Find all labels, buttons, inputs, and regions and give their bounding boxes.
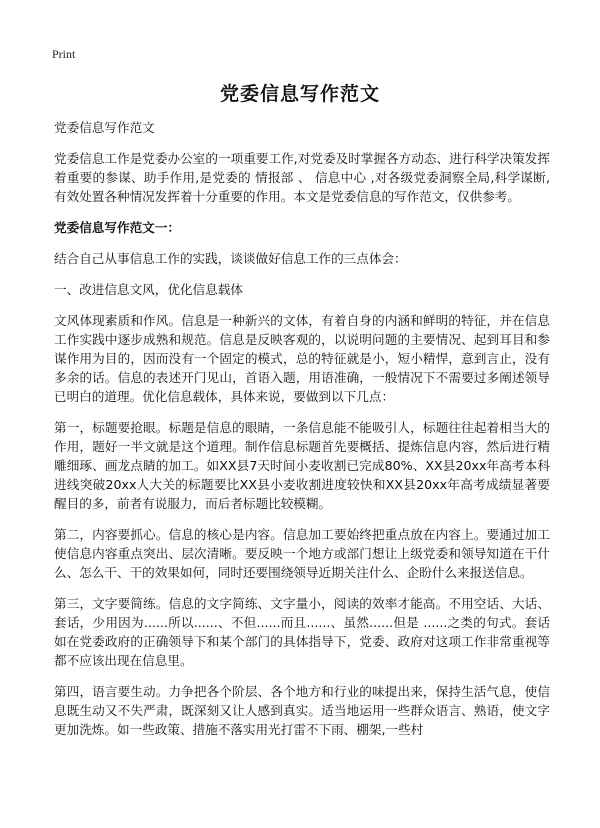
article-subtitle: 党委信息写作范文 [54, 120, 155, 135]
section-heading: 党委信息写作范文一： [54, 220, 180, 235]
paragraph: 第二，内容要抓心。信息的核心是内容。信息加工要始终把重点放在内容上。要通过加工使信息内容重点突出、层次清晰。要反映一个地方或部门想让上级党委和领导知道在干什么、怎么干、干的效果如何，同时还要围绕领导近期关注什么、企盼什么来报送信息。 [54, 527, 550, 580]
paragraph-heading: 一、改进信息文风，优化信息载体 [54, 282, 243, 297]
page-title: 党委信息写作范文 [219, 83, 380, 105]
paragraph: 第一，标题要抢眼。标题是信息的眼睛，一条信息能不能吸引人，标题往往起着相当大的作用，题好一半文就是这个道理。制作信息标题首先要概括、提炼信息内容，然后进行精雕细琢、画龙点睛的加工。如XX县7天时间小麦收割已完成80%、XX县20xx年高考本科进线突破20xx人大关的标题要比XX县小麦收割进度较快和XX县20xx年高考成绩显著要醒目的多，前者有说服力，而后者标题比较模糊。 [54, 420, 550, 511]
paragraph: 文风体现素质和作风。信息是一种新兴的文体，有着自身的内涵和鲜明的特征，并在信息工作实践中逐步成熟和规范。信息是反映客观的，以说明问题的主要情况、起到耳目和参谋作用为目的，因而没有一个固定的模式，总的特征就是小，短小精悍，意到言止，没有多余的话。信息的表述开门见山，首语入题，用语准确，一般情况下不需要过多阐述领导已明白的道理。优化信息载体，具体来说，要做到以下几点： [54, 313, 550, 404]
paragraph: 第四，语言要生动。力争把各个阶层、各个地方和行业的味提出来，保持生活气息，使信息既生动又不失严肃，既深刻又让人感到真实。适当地运用一些群众语言、熟语，使文字更加洗炼。如一些政策、措施不落实用光打雷不下雨、棚架,一些村 [54, 684, 550, 737]
paragraph: 结合自己从事信息工作的实践，谈谈做好信息工作的三点体会： [54, 251, 407, 266]
paragraph: 第三，文字要简练。信息的文字简练、文字量小，阅读的效率才能高。不用空话、大话、套话，少用因为......所以......、不但......而且......、虽然......但是 ......之类的句式。套话如在党委政府的正确领导下和某个部门的具体指导下，党委、政府对这项工作非常重视等都不应该出现在信息里。 [54, 596, 550, 668]
intro-paragraph: 党委信息工作是党委办公室的一项重要工作,对党委及时掌握各方动态、进行科学决策发挥着重要的参谋、助手作用,是党委的 情报部 、 信息中心 ,对各级党委洞察全局,科学谋断,有效处置各种情况发挥着十分重要的作用。本文是党委信息的写作范文，仅供参考。 [54, 151, 550, 204]
print-link[interactable]: Print [52, 47, 76, 61]
article-body [54, 118, 550, 751]
